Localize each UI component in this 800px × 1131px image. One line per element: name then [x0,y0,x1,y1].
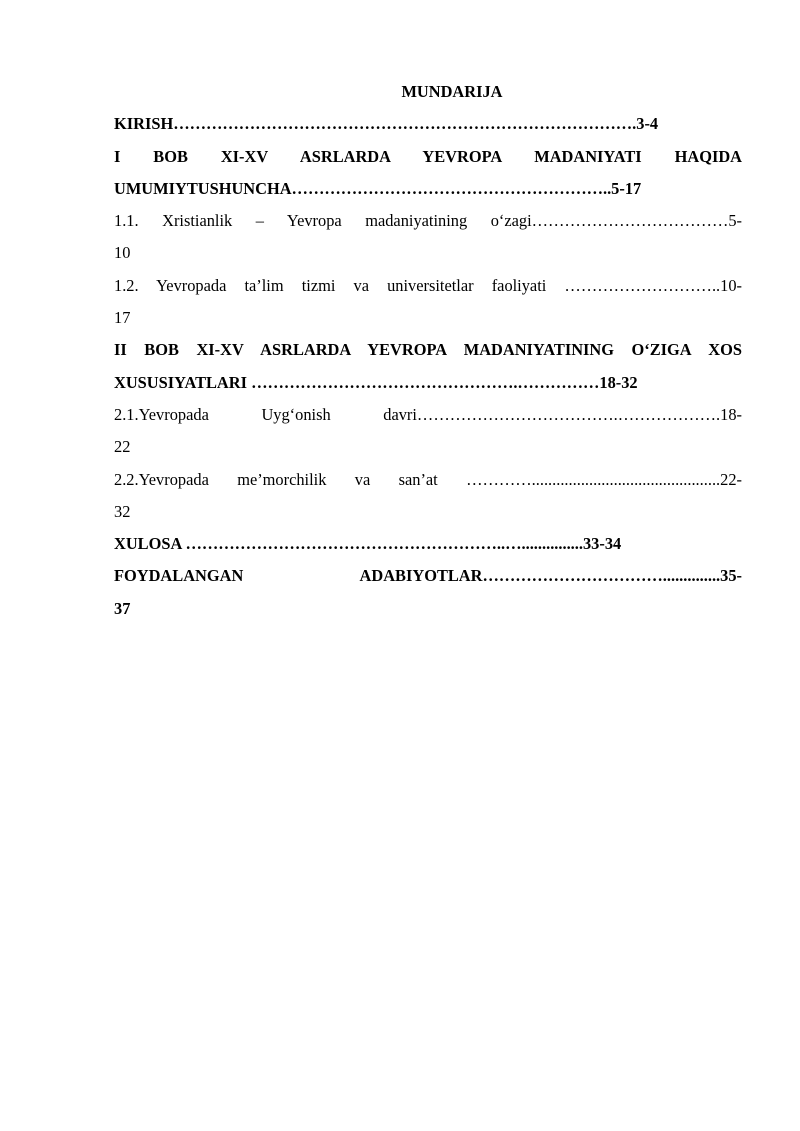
toc-entry-bob2-line2: XUSUSIYATLARI ………………………………………….……………18-32 [114,372,638,392]
toc-entry-1-2-line2: 17 [114,308,131,328]
toc-entry-kirish: KIRISH………………………………………………………………………….3-4 [114,114,659,134]
toc-entry-1-2-line1: 1.2. Yevropada ta’lim tizmi va universitetlar faoliyati ………………………..10- [114,275,742,295]
toc-entry-bob2-line1: II BOB XI-XV ASRLARDA YEVROPA MADANIYATINING O‘ZIGA XOS [114,340,742,360]
toc-entry-1-1-line2: 10 [114,243,131,263]
toc-entry-2-1-line2: 22 [114,437,131,457]
toc-entry-2-1-line1: 2.1.Yevropada Uyg‘onish davri……………………………….……………….18- [114,404,742,424]
toc-entry-2-2-line2: 32 [114,501,131,521]
toc-entry-1-1-line1: 1.1. Xristianlik – Yevropa madaniyatining o‘zagi………………………………5- [114,211,742,231]
toc-entry-foydalangan-line2: 37 [114,598,131,618]
toc-entry-2-2-line1: 2.2.Yevropada me’morchilik va san’at …………..............................................22- [114,469,742,489]
toc-entry-bob1-line2: UMUMIYTUSHUNCHA…………………………………………………..5-17 [114,178,642,198]
table-of-contents [114,76,742,625]
toc-title: MUNDARIJA [401,82,503,101]
toc-entry-xulosa: XULOSA …………………………………………………..…...............33-34 [114,534,622,554]
toc-entry-bob1-line1: I BOB XI-XV ASRLARDA YEVROPA MADANIYATI HAQIDA [114,146,742,166]
toc-entry-foydalangan-line1: FOYDALANGAN ADABIYOTLAR……………………………..............35- [114,566,742,586]
